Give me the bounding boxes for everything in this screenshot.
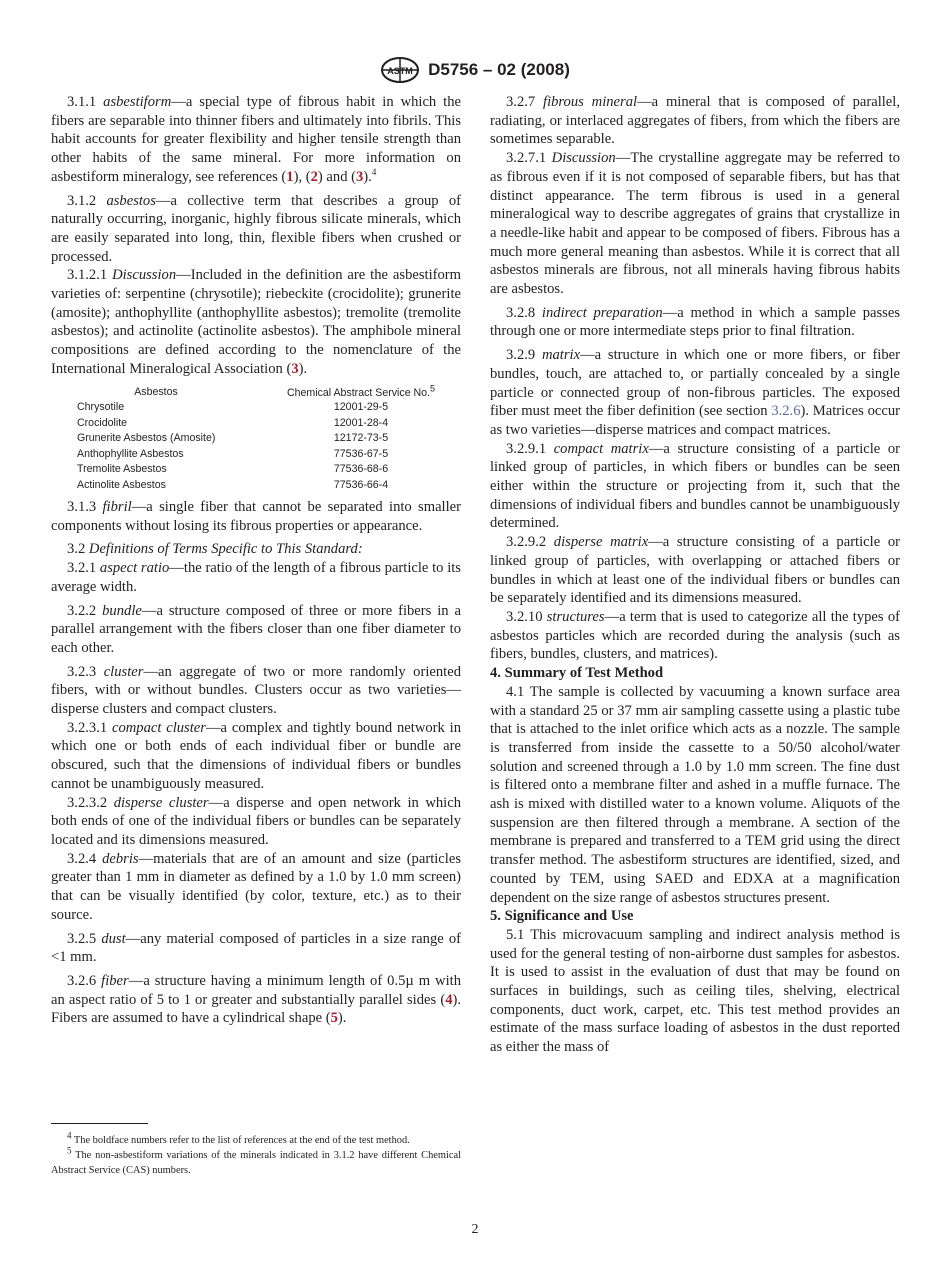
definition-3-2-7: 3.2.7 fibrous mineral—a mineral that is composed of parallel, radiating, or interlaced aggregates of fibers, from which the fibers are sometimes separable. [490, 94, 900, 148]
definition-3-1-1: 3.1.1 asbestiform—a special type of fibrous habit in which the fibers are separable into thinner fibers and ultimately into fibrils. This habit accounts for greater flexibility and higher tensile strength than other habits of the same mineral. For more information on asbestiform mineralogy, see references (1), (2) and (3).$^4$ [51, 94, 461, 185]
table-row: Crocidolite 12001-28-4 [77, 416, 389, 429]
reference-link[interactable]: 1 [286, 168, 294, 185]
definition-3-2-9-1: 3.2.9.1 compact matrix—a structure consisting of a particle or linked group of particles, in which fibers or bundles can be seen either within the structure or projecting from it, such that the dimensions of individual fibers and bundles cannot be unambiguously determined. [490, 440, 900, 532]
svg-text:ASTM: ASTM [387, 66, 413, 76]
reference-link[interactable]: 3 [356, 168, 364, 185]
reference-link[interactable]: 2 [310, 168, 318, 185]
page-header [0, 55, 950, 85]
discussion-3-1-2-1: 3.1.2.1 Discussion—Included in the definition are the asbestiform varieties of: serpentine (chrysotile); riebeckite (crocidolite); grunerite (amosite); anthophyllite (anthophyllite asbestos); tremolite (tremolite asbestos); and actinolite (actinolite asbestos). The amphibole mineral compositions are defined according to the nomenclature of the International Mineralogical Association (3). [51, 267, 461, 377]
definition-3-2-6: 3.2.6 fiber—a structure having a minimum length of 0.5µ m with an aspect ratio of 5 to 1 or greater and substantially parallel sides (4). Fibers are assumed to have a cylindrical shape (5). [51, 972, 462, 1027]
definition-3-2-10: 3.2.10 structures—a term that is used to categorize all the types of asbestos particles which are recorded during the analysis (such as fibers, bundles, clusters, and matrices). [490, 608, 900, 663]
right-column [490, 93, 900, 1057]
footnote-divider [51, 1123, 148, 1124]
definition-3-2-9: 3.2.9 matrix—a structure in which one or more fibers, or fiber bundles, touch, are attached to, or partially concealed by a single particle or connected group of non-fibrous particles. The exposed fiber must meet the fiber definition (see section 3.2.6). Matrices occur as two varieties—disperse matrices and compact matrices. [490, 347, 900, 438]
footnote-marker: 4 [371, 166, 377, 177]
reference-link[interactable]: 4 [445, 991, 453, 1008]
table-row: Anthophyllite Asbestos 77536-67-5 [77, 447, 389, 460]
table-header-asbestos: Asbestos [134, 385, 178, 398]
definition-3-1-2: 3.1.2 asbestos—a collective term that describes a group of naturally occurring, inorganic, highly fibrous silicate minerals, which are easily separated into long, thin, flexible fibers when crushed or processed. [51, 192, 461, 265]
left-column [51, 93, 461, 1028]
table-row: Tremolite Asbestos 77536-68-6 [77, 463, 389, 476]
reference-link[interactable]: 5 [330, 1010, 338, 1027]
section-cross-reference-link[interactable]: 3.2.6 [771, 403, 801, 420]
page-number: 2 [471, 1222, 479, 1237]
definition-3-2-4: 3.2.4 debris—materials that are of an amount and size (particles greater than 1 mm in diameter as defined by a 1.0 by 1.0 mm screen) that can be visually identified (by color, texture, etc.) as to their source. [51, 850, 461, 923]
definition-3-2-5: 3.2.5 dust—any material composed of particles in a size range of <1 mm. [51, 930, 461, 966]
definition-3-2-9-2: 3.2.9.2 disperse matrix—a structure consisting of a particle or linked group of particles, with overlapping or attached fibers or bundles in which at least one of the individual fibers or bundles can be separately identified and its dimensions measured. [490, 534, 900, 607]
footnote-5: $^5$ The non-asbestiform variations of the minerals indicated in 3.1.2 have different Chemical Abstract Service (CAS) numbers. [51, 1145, 461, 1176]
astm-logo-icon [380, 57, 420, 83]
reference-link[interactable]: 3 [291, 360, 299, 377]
footnotes [51, 1130, 461, 1178]
section-heading-5: 5. Significance and Use [490, 908, 634, 925]
table-header-cas: Chemical Abstract Service No.$^5$ [286, 383, 436, 399]
definition-3-2-2: 3.2.2 bundle—a structure composed of three or more fibers in a parallel arrangement with the fibers closer than one fiber diameter to each other. [51, 602, 461, 656]
table-row: Actinolite Asbestos 77536-66-4 [77, 478, 389, 491]
paragraph-5-1: 5.1 This microvacuum sampling and indirect analysis method is used for the general testing of non-airborne dust samples for asbestos. It is used to assist in the evaluation of dust that may be found on surfaces in buildings, such as ceiling tiles, shelving, electrical components, duct work, carpet, etc. This test method provides an estimate of the mass surface loading of asbestos in the dust reported as either the mass of [490, 926, 900, 1056]
definition-3-2-3-1: 3.2.3.1 compact cluster—a complex and tightly bound network in which one or both ends of each individual fiber or bundle are obscured, such that the dimensions of individual fibers or bundles cannot be unambiguously measured. [51, 719, 462, 792]
definition-3-2-8: 3.2.8 indirect preparation—a method in which a sample passes through one or more intermediate steps prior to final filtration. [490, 304, 901, 340]
paragraph-4-1: 4.1 The sample is collected by vacuuming a known surface area with a standard 25 or 37 mm air sampling cassette using a plastic tube that is attached to the inlet orifice which acts as a nozzle. The sample is transferred from inside the cassette to a 50/50 alcohol/water solution and screened through a 1.0 by 1.0 mm screen. The fine dust is filtered onto a membrane filter and ashed in a muffle furnace. The ash is mixed with distilled water to a known volume. Aliquots of the suspension are then filtered through a membrane. A section of the membrane is prepared and transferred to a TEM grid using the direct transfer method. The asbestiform structures are identified, sized, and counted by TEM, using SAED and EDXA at a magnification dependent on the size range of asbestos structures present. [490, 683, 901, 906]
footnote-4: $^4$ The boldface numbers refer to the list of references at the end of the test method. [67, 1130, 410, 1146]
definition-3-2-3: 3.2.3 cluster—an aggregate of two or more randomly oriented fibers, with or without bundles. Clusters occur as two varieties—disperse clusters and compact clusters. [51, 663, 461, 718]
table-row: Grunerite Asbestos (Amosite) 12172-73-5 [77, 432, 389, 445]
definition-3-1-3: 3.1.3 fibril—a single fiber that cannot be separated into smaller components without losing its fibrous properties or appearance. [51, 499, 461, 534]
definition-3-2-1: 3.2.1 aspect ratio—the ratio of the length of a fibrous particle to its average width. [51, 560, 461, 595]
section-heading-4: 4. Summary of Test Method [490, 665, 664, 682]
table-row: Chrysotile 12001-29-5 [77, 401, 389, 414]
document-id: D5756 – 02 (2008) [428, 60, 570, 79]
discussion-3-2-7-1: 3.2.7.1 Discussion—The crystalline aggregate may be referred to as fibrous even if it is not composed of separable fibers, but has that distinct appearance. The term fibrous is used in a general mineralogical way to describe aggregates of grains that crystallize in a needle-like habit and appear to be composed of fibers. Fibrous has a much more general meaning than asbestos. While it is correct that all asbestos minerals are fibrous, not all minerals having fibrous habits are asbestos. [490, 150, 900, 298]
definition-3-2-3-2: 3.2.3.2 disperse cluster—a disperse and open network in which both ends of one of the individual fibers or bundles can be separately located and its dimensions measured. [51, 794, 461, 848]
section-3-2-title: 3.2 Definitions of Terms Specific to This Standard: [67, 541, 363, 558]
asbestos-cas-table [51, 383, 461, 494]
